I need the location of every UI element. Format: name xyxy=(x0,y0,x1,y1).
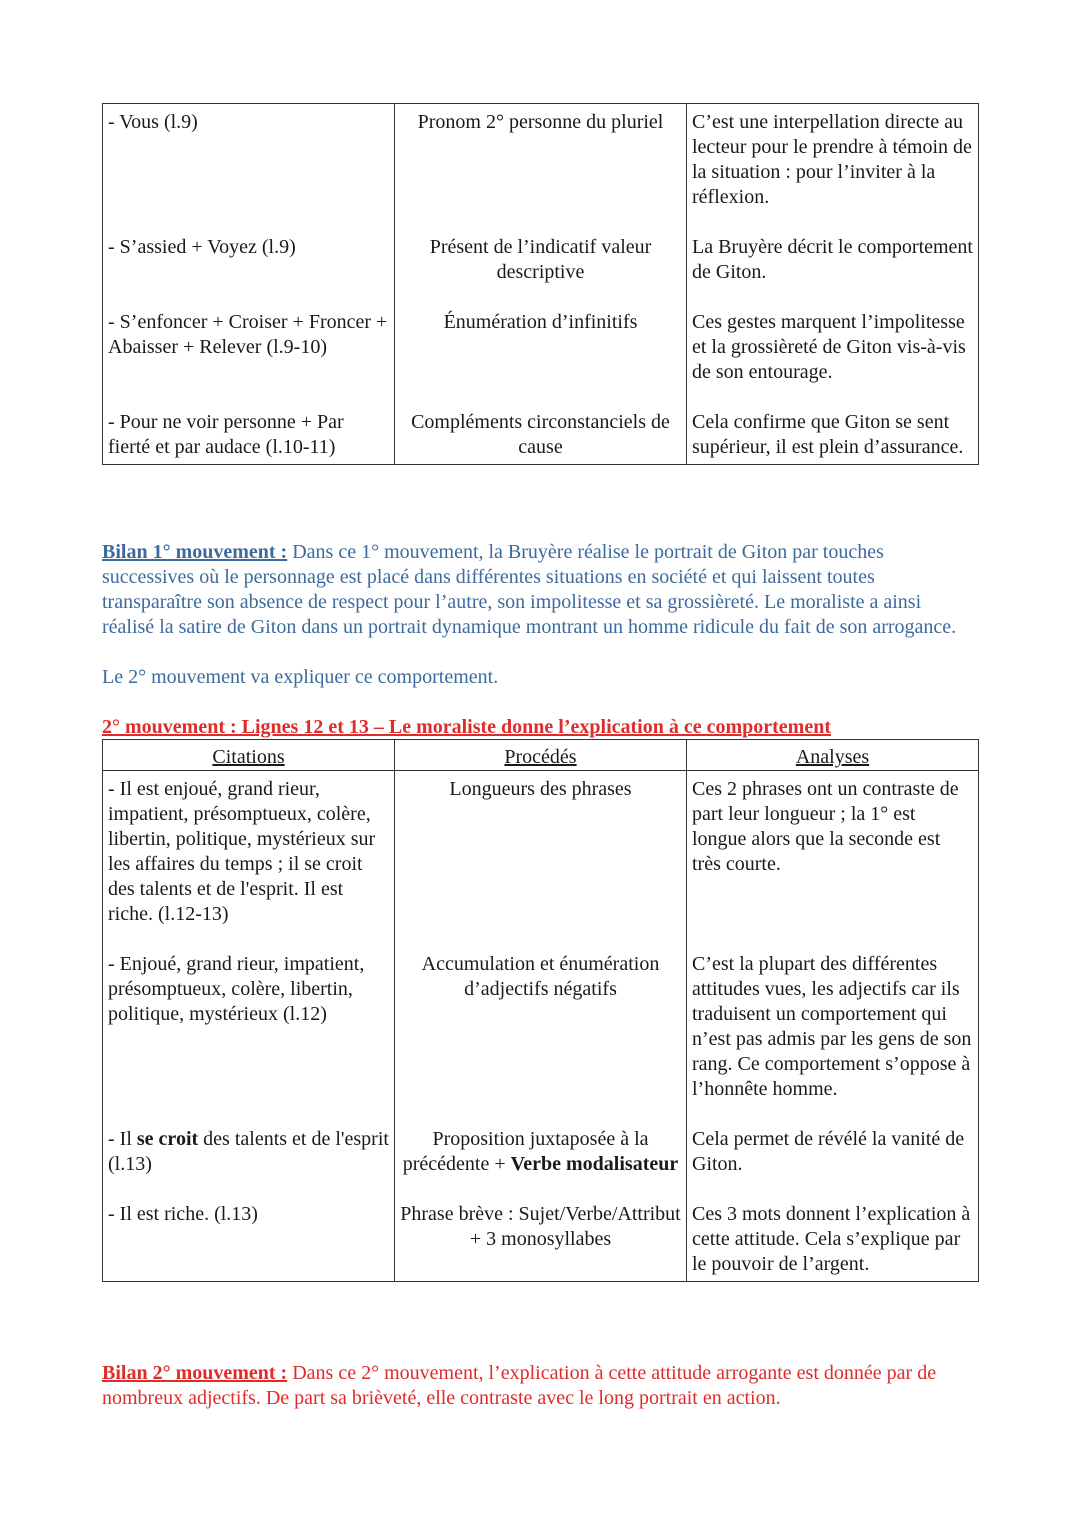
analyse-cell: La Bruyère décrit le comportement de Giton. xyxy=(687,235,979,310)
citation-cell: - Enjoué, grand rieur, impatient, présomptueux, colère, libertin, politique, mystérieux (l.12) xyxy=(103,952,395,1127)
bilan-1-lead: Bilan 1° mouvement : xyxy=(102,541,288,563)
citation-cell: - Il se croit des talents et de l'esprit (l.13) xyxy=(103,1127,395,1202)
citation-cell: - S’assied + Voyez (l.9) xyxy=(103,235,395,310)
procede-cell: Présent de l’indicatif valeur descriptive xyxy=(395,235,687,310)
table-row xyxy=(103,1127,979,1202)
citation-cell: - Il est enjoué, grand rieur, impatient, présomptueux, colère, libertin, politique, mystérieux sur les affaires du temps ; il se croit des talents et de l'esprit. Il est riche. (l.12-13) xyxy=(103,771,395,953)
analyse-cell: Cela permet de révélé la vanité de Giton. xyxy=(687,1127,979,1202)
procede-cell: Phrase brève : Sujet/Verbe/Attribut + 3 monosyllabes xyxy=(395,1202,687,1282)
bilan-1-paragraph xyxy=(102,540,978,640)
procede-cell: Accumulation et énumération d’adjectifs négatifs xyxy=(395,952,687,1127)
header-procedes: Procédés xyxy=(395,740,687,771)
analysis-table-1 xyxy=(102,103,979,465)
table-row xyxy=(103,952,979,1127)
bilan-2-text: Dans ce 2° mouvement, l’explication à cette attitude arrogante est donnée par de nombreux adjectifs. De part sa brièveté, elle contraste avec le long portrait en action. xyxy=(102,1362,937,1409)
procede-cell: Longueurs des phrases xyxy=(395,771,687,953)
bilan-2-lead: Bilan 2° mouvement : xyxy=(102,1362,288,1384)
analyse-cell: Ces 2 phrases ont un contraste de part leur longueur ; la 1° est longue alors que la seconde est très courte. xyxy=(687,771,979,953)
table-header-row xyxy=(103,740,979,771)
header-analyses: Analyses xyxy=(687,740,979,771)
analyse-cell: C’est la plupart des différentes attitudes vues, les adjectifs car ils traduisent un comportement qui n’est pas admis par les gens de son rang. Ce comportement s’oppose à l’honnête homme. xyxy=(687,952,979,1127)
analyse-cell: Ces gestes marquent l’impolitesse et la grossièreté de Giton vis-à-vis de son entourage. xyxy=(687,310,979,410)
citation-cell: - Il est riche. (l.13) xyxy=(103,1202,395,1282)
procede-cell: Compléments circonstanciels de cause xyxy=(395,410,687,465)
table-row xyxy=(103,235,979,310)
header-citations: Citations xyxy=(103,740,395,771)
analyse-cell: Cela confirme que Giton se sent supérieur, il est plein d’assurance. xyxy=(687,410,979,465)
table-row xyxy=(103,310,979,410)
citation-cell: - Vous (l.9) xyxy=(103,104,395,236)
procede-cell: Énumération d’infinitifs xyxy=(395,310,687,410)
bilan-2-paragraph xyxy=(102,1361,978,1411)
bilan-1-text: Dans ce 1° mouvement, la Bruyère réalise le portrait de Giton par touches successives où le personnage est placé dans différentes situations en société et qui laissent toutes transparaître son absence de respect pour l’autre, son impolitesse et sa grossièreté. Le moraliste a ainsi réalisé la satire de Giton dans un portrait dynamique montrant un homme ridicule du fait de son arrogance. xyxy=(102,541,957,638)
procede-cell: Proposition juxtaposée à la précédente + Verbe modalisateur xyxy=(395,1127,687,1202)
analysis-table-2 xyxy=(102,739,979,1282)
mouvement-2-heading: 2° mouvement : Lignes 12 et 13 – Le moraliste donne l’explication à ce comportement xyxy=(102,716,831,738)
analyse-cell: C’est une interpellation directe au lecteur pour le prendre à témoin de la situation : pour l’inviter à la réflexion. xyxy=(687,104,979,236)
table-row xyxy=(103,1202,979,1282)
analyse-cell: Ces 3 mots donnent l’explication à cette attitude. Cela s’explique par le pouvoir de l’argent. xyxy=(687,1202,979,1282)
procede-cell: Pronom 2° personne du pluriel xyxy=(395,104,687,236)
bilan-1-next: Le 2° mouvement va expliquer ce comportement. xyxy=(102,666,499,688)
citation-cell: - Pour ne voir personne + Par fierté et par audace (l.10-11) xyxy=(103,410,395,465)
citation-cell: - S’enfoncer + Croiser + Froncer + Abaisser + Relever (l.9-10) xyxy=(103,310,395,410)
table-row xyxy=(103,771,979,953)
table-row xyxy=(103,104,979,236)
table-row xyxy=(103,410,979,465)
